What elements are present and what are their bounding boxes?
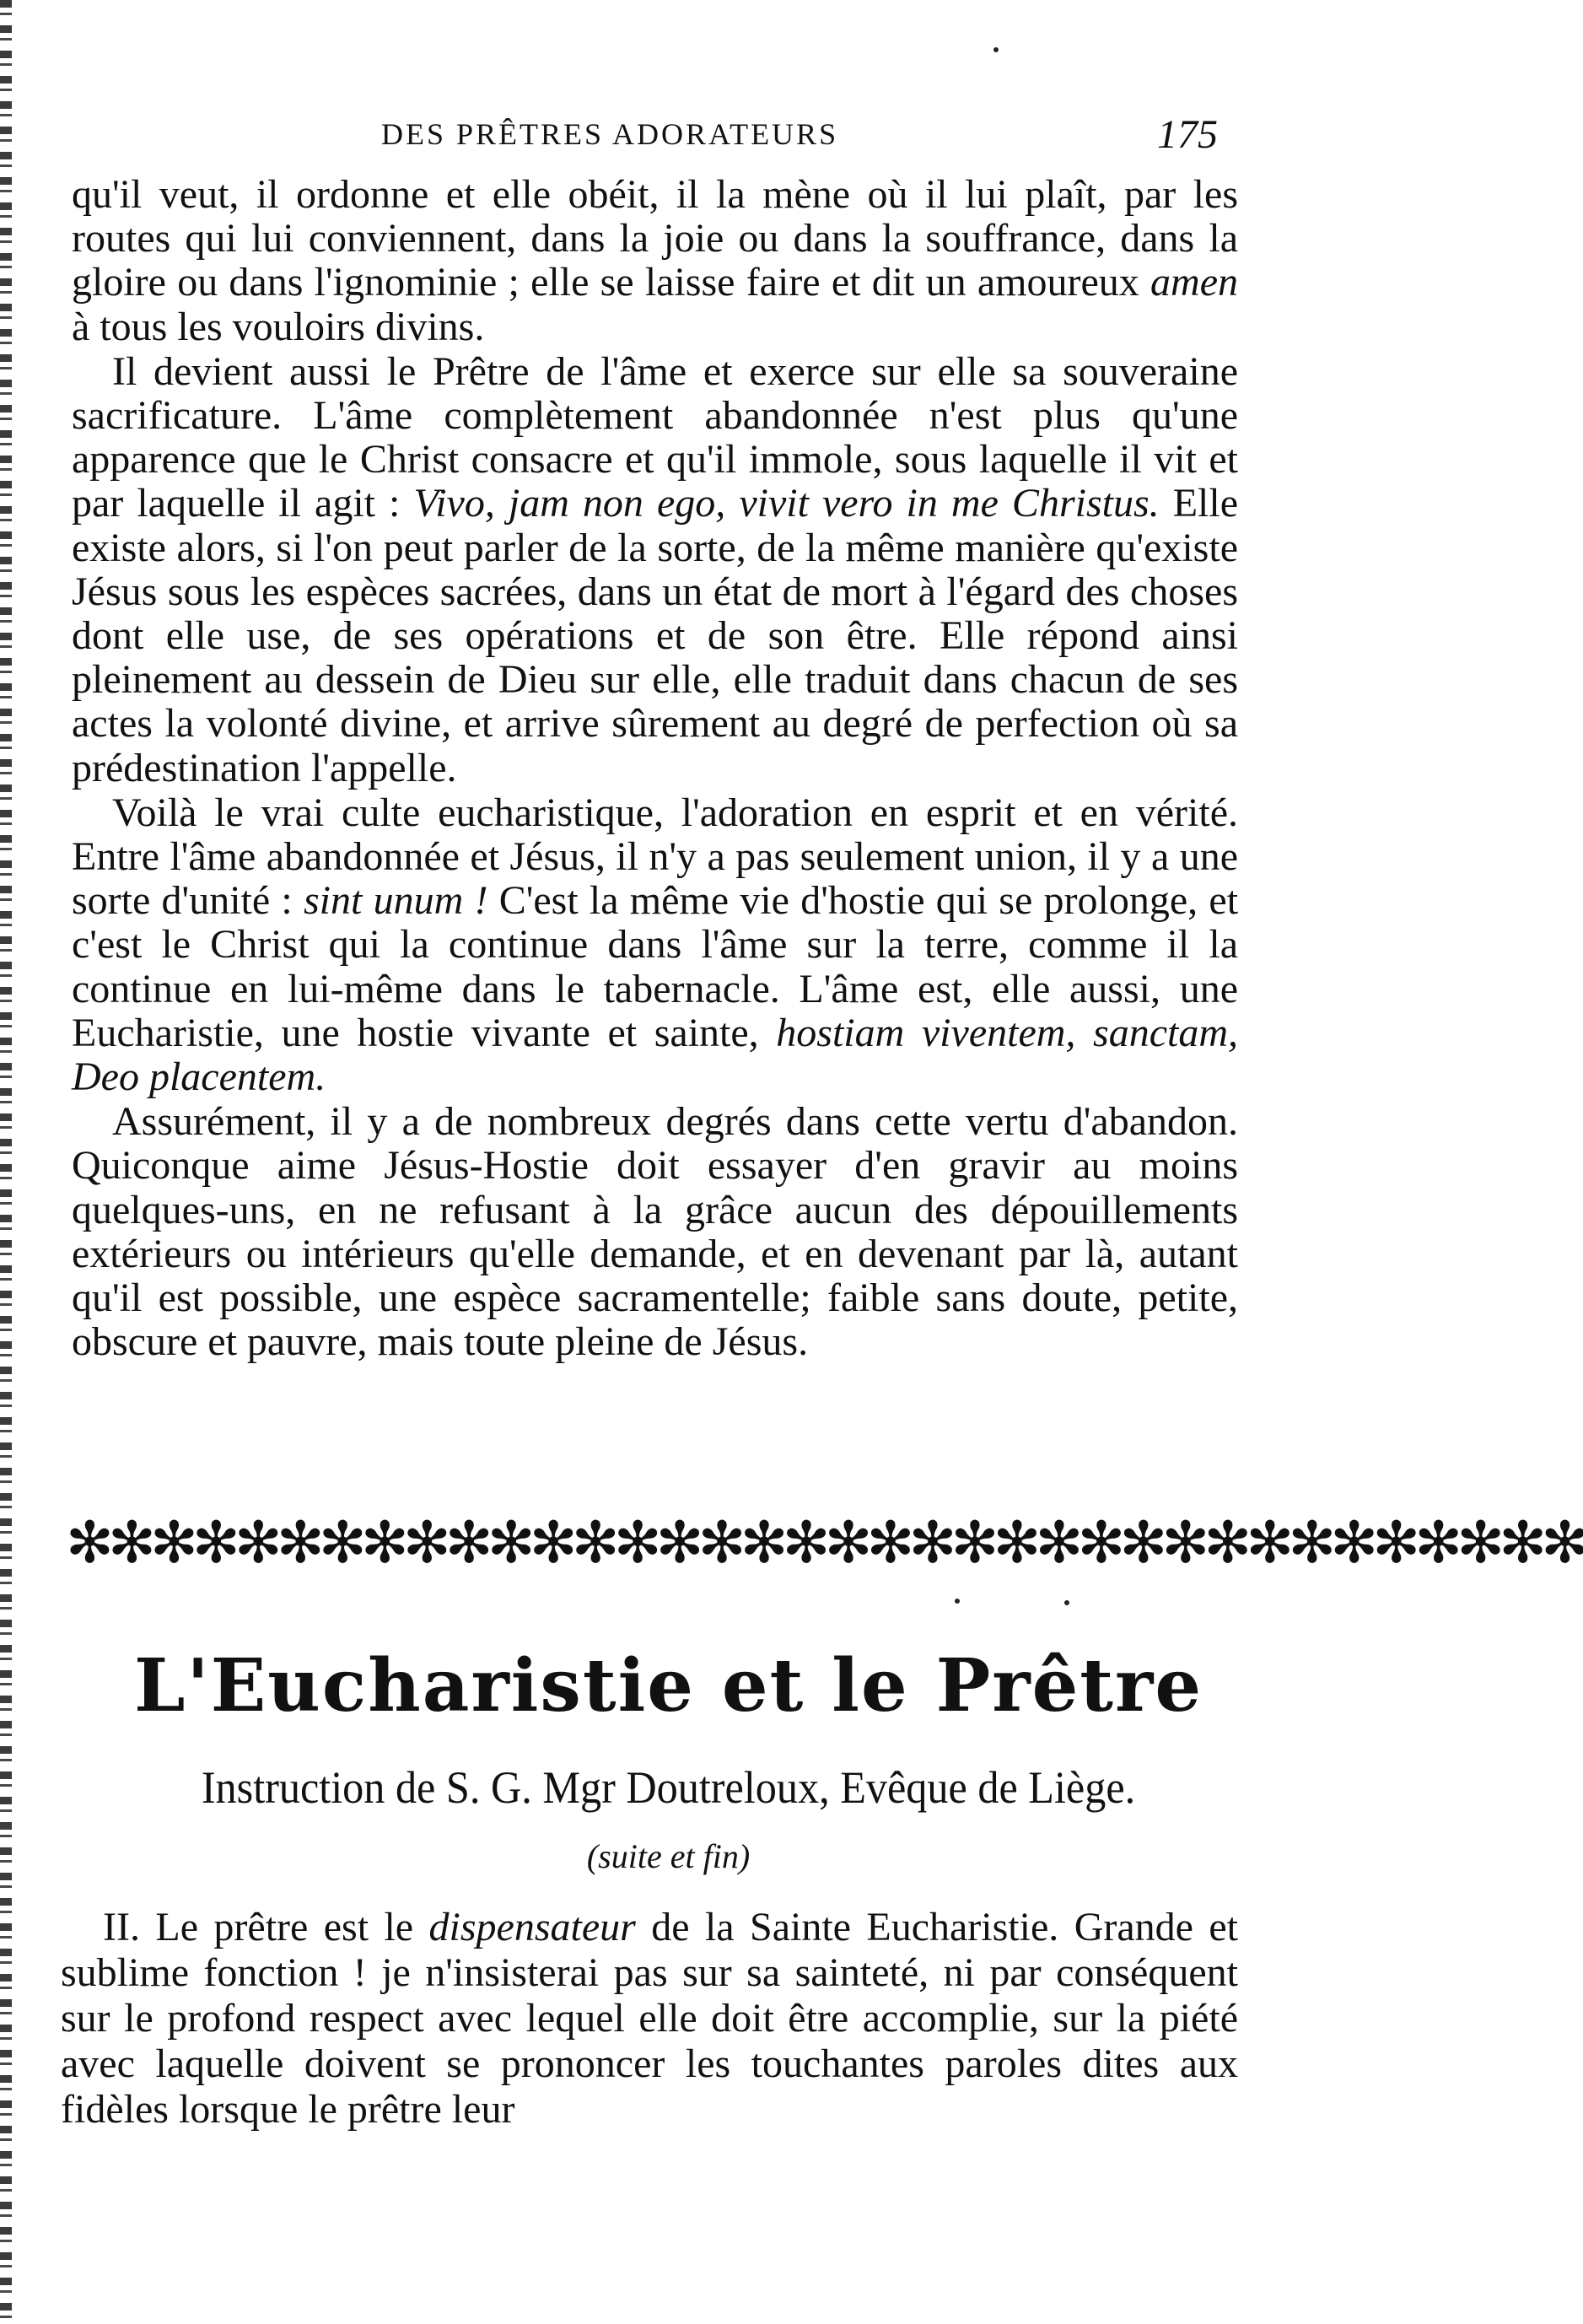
article-title: L'Eucharistie et le Prêtre	[133, 1643, 1203, 1728]
paragraph	[72, 173, 1238, 349]
body-text-upper	[72, 173, 1238, 1364]
body-text-lower	[61, 1905, 1238, 2133]
paragraph	[72, 791, 1238, 1099]
italic-text: sint unum !	[303, 878, 488, 924]
running-header	[0, 111, 1337, 162]
page-number: 175	[1157, 112, 1218, 157]
text-run: II. Le prêtre est le	[103, 1905, 429, 1949]
decorative-ornament-rule: ✻✻✻✻✻✻✻✻✻✻✻✻✻✻✻✻✻✻✻✻✻✻✻✻✻✻✻✻✻✻✻✻✻✻✻✻	[66, 1510, 1583, 1577]
page-binding-edge	[0, 0, 12, 2324]
article-continuation-note: (suite et fin)	[586, 1837, 751, 1875]
paragraph	[61, 1905, 1238, 2133]
running-header-title: DES PRÊTRES ADORATEURS	[381, 117, 839, 151]
italic-text: dispensateur	[428, 1905, 636, 1949]
text-run: Assurément, il y a de nombreux degrés dans cette vertu d'abandon. Quiconque aime Jésus-Hostie doit essayer d'en gravir au moins quelques-uns, en ne refusant à la grâce aucun des dépouillements extérieurs ou intérieurs qu'elle demande, et en devenant par là, autant qu'il est possible, une espèce sacramentelle; faible sans doute, petite, obscure et pauvre, mais toute pleine de Jésus.	[72, 1099, 1238, 1365]
article-subtitle: Instruction de S. G. Mgr Doutreloux, Evêque de Liège.	[201, 1762, 1136, 1813]
paragraph	[72, 350, 1238, 790]
print-speck	[993, 47, 999, 52]
text-run: qu'il veut, il ordonne et elle obéit, il la mène où il lui plaît, par les routes qui lui conviennent, dans la joie ou dans la souffrance, dans la gloire ou dans l'ignominie ; elle se laisse faire et dit un amoureux	[72, 172, 1238, 305]
text-run: de la Sainte Eucharistie. Grande et sublime fonction ! je n'insisterai pas sur sa sainteté, ni par conséquent sur le profond respect avec lequel elle doit être accomplie, sur la piété avec laquelle doivent se prononcer les touchantes paroles dites aux fidèles lorsque le prêtre leur	[61, 1905, 1238, 2132]
italic-text: hostiam viventem, sanctam, Deo placentem.	[72, 1010, 1238, 1100]
text-run: à tous les vouloirs divins.	[72, 304, 485, 349]
text-run: Il devient aussi le Prêtre de l'âme et exerce sur elle sa souveraine sacrificature. L'âme complètement abandonnée n'est plus qu'une apparence que le Christ consacre et qu'il immole, sous laquelle il vit et par laquelle il agit :	[72, 348, 1238, 526]
text-run: Voilà le vrai culte eucharistique, l'adoration en esprit et en vérité. Entre l'âme abandonnée et Jésus, il n'y a pas seulement union, il y a une sorte d'unité :	[72, 790, 1238, 924]
paragraph	[72, 1100, 1238, 1364]
italic-text: Vivo, jam non ego, vivit vero in me Christus.	[413, 481, 1160, 526]
print-speck	[955, 1599, 960, 1604]
text-run: Elle existe alors, si l'on peut parler de la sorte, de la même manière qu'existe Jésus sous les espèces sacrées, dans un état de mort à l'égard des choses dont elle use, de ses opérations et de son être. Elle répond ainsi pleinement au dessein de Dieu sur elle, elle traduit dans chacun de ses actes la volonté divine, et arrive sûrement au degré de perfection où sa prédestination l'appelle.	[72, 481, 1239, 790]
text-run: C'est la même vie d'hostie qui se prolonge, et c'est le Christ qui la continue dans l'âme sur la terre, comme il la continue en lui-même dans le tabernacle. L'âme est, elle aussi, une Eucharistie, une hostie vivante et sainte,	[72, 878, 1239, 1055]
print-speck	[1064, 1600, 1069, 1605]
italic-text: amen	[1150, 260, 1238, 305]
